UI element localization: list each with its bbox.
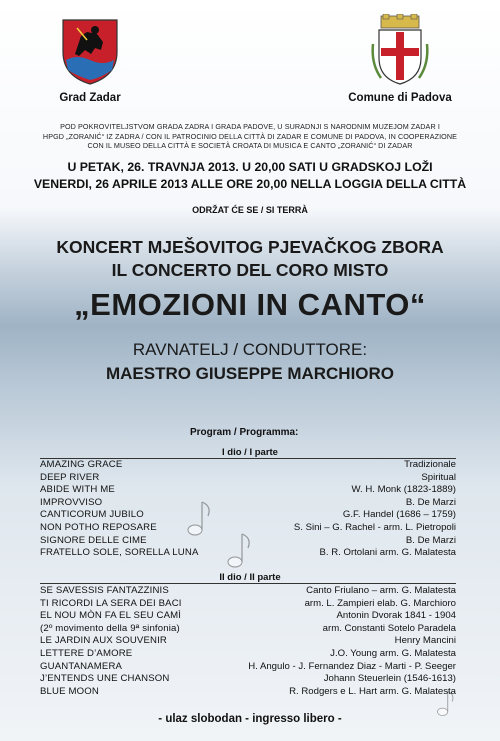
piece-author: J.O. Young arm. G. Malatesta — [330, 647, 456, 659]
divider — [40, 583, 456, 584]
piece-author: Antonin Dvorak 1841 - 1904 — [336, 610, 456, 622]
conductor-label: RAVNATELJ / CONDUTTORE: — [132, 340, 368, 359]
piece-title: BLUE MOON — [40, 685, 99, 697]
program-row — [40, 661, 456, 674]
conductor-name: MAESTRO GIUSEPPE MARCHIORO — [105, 364, 395, 383]
piece-author: Johann Steuerlein (1546-1613) — [323, 673, 456, 685]
program-row — [40, 497, 456, 510]
program-heading: Program / Programma: — [190, 427, 299, 438]
piece-author: Tradizionale — [404, 459, 456, 470]
piece-author: W. H. Monk (1823-1889) — [351, 484, 456, 496]
date-italian: VENERDI, 26 APRILE 2013 ALLE ORE 20,00 NELLA LOGGIA DELLA CITTÀ — [33, 177, 467, 191]
admission-footer: - ulaz slobodan - ingresso libero - — [158, 713, 342, 725]
program-row — [40, 547, 456, 560]
program-row — [40, 585, 456, 598]
program-row — [40, 459, 456, 472]
piece-title: GUANTANAMERA — [40, 660, 123, 672]
piece-title: AMAZING GRACE — [40, 459, 123, 470]
program-row — [40, 535, 456, 548]
piece-author: Canto Friulano – arm. G. Malatesta — [306, 585, 456, 596]
piece-title: EL NOU MÒN FA EL SEU CAMÌ — [40, 610, 182, 622]
piece-author: G.F. Handel (1686 – 1759) — [342, 509, 456, 521]
piece-title: CANTICORUM JUBILO — [40, 509, 144, 521]
program-row — [40, 673, 456, 686]
patronage-line: CON IL MUSEO DELLA CITTÀ E SOCIETÀ CROATA DI MUSICA E CANTO „ZORANIĆ“ DI ZADAR — [87, 141, 413, 150]
piece-author: Henry Mancini — [394, 635, 456, 647]
zadar-coat-of-arms-icon — [57, 14, 123, 86]
program-part2-list — [40, 585, 456, 698]
program-row — [40, 610, 456, 623]
date-croatian: U PETAK, 26. TRAVNJA 2013. U 20,00 SATI U GRADSKOJ LOŽI — [67, 160, 433, 174]
piece-title: FRATELLO SOLE, SORELLA LUNA — [40, 547, 199, 559]
program-part1-list — [40, 459, 456, 560]
title-croatian: KONCERT MJEŠOVITOG PJEVAČKOG ZBORA — [56, 237, 444, 257]
title-italian: IL CONCERTO DEL CORO MISTO — [111, 260, 389, 280]
program-row — [40, 484, 456, 497]
program-row — [40, 623, 456, 636]
concert-name: „EMOZIONI IN CANTO“ — [74, 287, 426, 322]
zadar-crest-block — [30, 14, 150, 104]
piece-author: S. Sini – G. Rachel - arm. L. Pietropoli — [293, 521, 456, 533]
piece-title: LETTERE D’AMORE — [40, 647, 133, 659]
held-notice: ODRŽAT ĆE SE / SI TERRÀ — [192, 205, 308, 215]
padova-crest-block — [340, 14, 460, 104]
piece-author: R. Rodgers e L. Hart arm. G. Malatesta — [289, 685, 456, 697]
program-row — [40, 598, 456, 611]
patronage-line: POD POKROVITELJSTVOM GRADA ZADRA I GRADA PADOVE, U SURADNJI S NARODNIM MUZEJOM ZADAR I — [60, 122, 440, 131]
piece-title: DEEP RIVER — [40, 471, 100, 483]
piece-title: IMPROVVISO — [40, 496, 103, 508]
piece-title: ABIDE WITH ME — [40, 484, 115, 496]
program-row — [40, 635, 456, 648]
piece-author: B. De Marzi — [405, 496, 456, 508]
piece-title: TI RICORDI LA SERA DEI BACI — [40, 597, 182, 609]
piece-author: arm. L. Zampieri elab. G. Marchioro — [304, 597, 456, 609]
crest-name-padova: Comune di Padova — [348, 92, 452, 104]
program-row — [40, 472, 456, 485]
piece-author: H. Angulo - J. Fernandez Diaz - Marti - P. Seeger — [248, 660, 456, 672]
patronage-text — [40, 122, 460, 151]
program-row — [40, 522, 456, 535]
program-row — [40, 648, 456, 661]
part1-heading: I dio / I parte — [222, 447, 278, 458]
patronage-line: HPGD „ZORANIĆ“ IZ ZADRA / CON IL PATROCINIO DELLA CITTÀ DI ZADAR E COMUNE DI PADOVA, IN COOPERAZIONE — [42, 131, 458, 141]
part2-heading: II dio / II parte — [219, 572, 281, 583]
crest-name-zadar: Grad Zadar — [59, 92, 121, 104]
program-row — [40, 686, 456, 699]
piece-author: B. R. Ortolani arm. G. Malatesta — [319, 547, 456, 559]
piece-title: J’ENTENDS UNE CHANSON — [40, 673, 170, 685]
piece-title: SE SAVESSIS FANTAZZINIS — [40, 585, 169, 596]
piece-title: (2º movimento della 9ª sinfonia) — [40, 622, 180, 634]
piece-author: arm. Constanti Sotelo Paradela — [322, 622, 456, 634]
piece-title: NON POTHO REPOSARE — [40, 521, 157, 533]
piece-title: LE JARDIN AUX SOUVENIR — [40, 635, 167, 647]
piece-title: SIGNORE DELLE CIME — [40, 534, 147, 546]
piece-author: B. De Marzi — [405, 534, 456, 546]
program-row — [40, 509, 456, 522]
padova-coat-of-arms-icon — [367, 14, 433, 86]
piece-author: Spiritual — [421, 471, 456, 483]
